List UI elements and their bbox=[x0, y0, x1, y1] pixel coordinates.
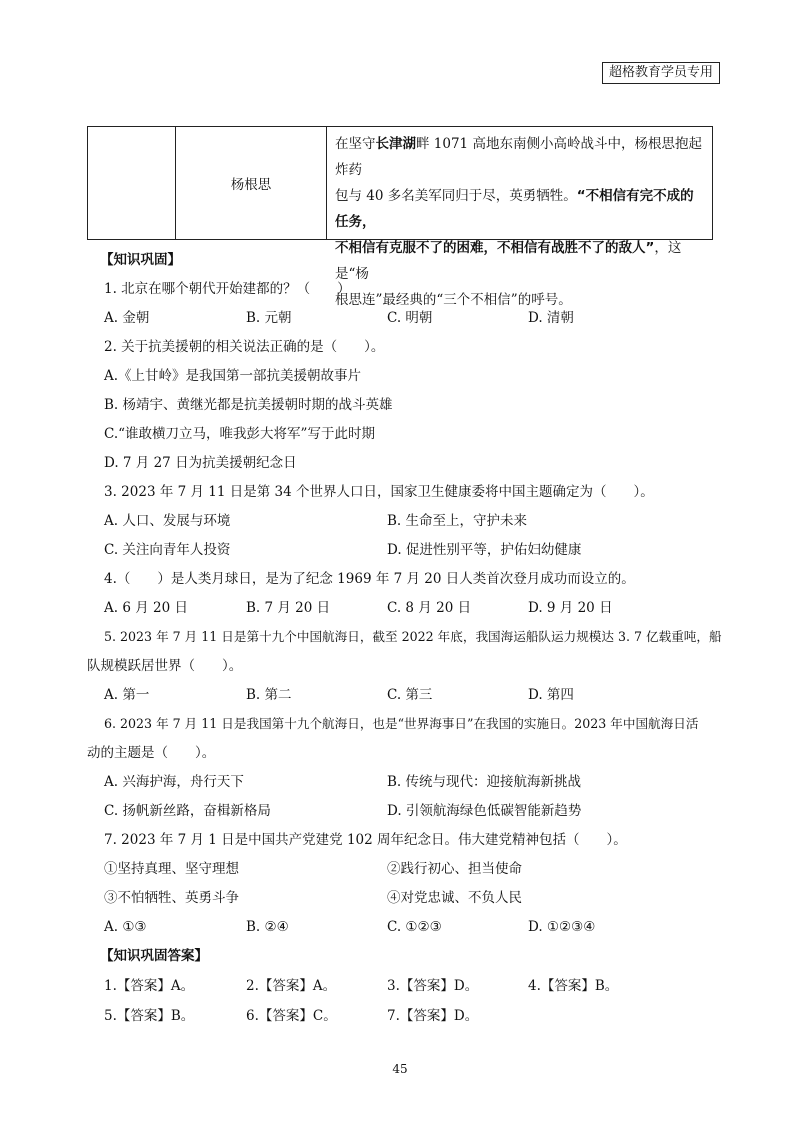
desc-part-4: ，这是“杨 bbox=[335, 240, 682, 282]
desc-bold-quote-2: 不相信有克服不了的困难，不相信有战胜不了的敌人” bbox=[335, 240, 655, 256]
q7-option-b: B. ②④ bbox=[246, 919, 289, 935]
desc-part-1: 在坚守 bbox=[335, 136, 376, 152]
table-name-cell bbox=[176, 127, 327, 239]
question-6-line-1: 6. 2023 年 7 月 11 日是我国第十九个航海日，也是“世界海事日”在我国的实施日。2023 年中国航海日活 bbox=[104, 716, 699, 731]
q6-option-a: A. 兴海护海，舟行天下 bbox=[104, 774, 244, 790]
q5-option-b: B. 第二 bbox=[246, 687, 292, 703]
q3-option-a: A. 人口、发展与环境 bbox=[104, 513, 231, 529]
q3-option-d: D. 促进性别平等，护佑妇幼健康 bbox=[387, 542, 582, 558]
hero-name: 杨根思 bbox=[230, 177, 272, 193]
q7-option-c: C. ①②③ bbox=[387, 919, 442, 935]
q4-option-d: D. 9 月 20 日 bbox=[528, 600, 613, 616]
question-5-line-1: 5. 2023 年 7 月 11 日是第十九个中国航海日，截至 2022 年底，我国海运船队运力规模达 3. 7 亿载重吨，船 bbox=[104, 629, 722, 644]
q2-option-c: C.“谁敢横刀立马，唯我彭大将军”写于此时期 bbox=[104, 426, 375, 442]
question-6-line-2: 动的主题是（ ）。 bbox=[87, 745, 216, 761]
q4-option-b: B. 7 月 20 日 bbox=[246, 600, 331, 616]
question-3: 3. 2023 年 7 月 11 日是第 34 个世界人口日，国家卫生健康委将中国主题确定为（ ）。 bbox=[104, 484, 654, 500]
desc-bold-place: 长津湖 bbox=[375, 136, 416, 152]
question-4: 4.（ ）是人类月球日，是为了纪念 1969 年 7 月 20 日人类首次登月成功而设立的。 bbox=[104, 571, 635, 587]
question-1: 1. 北京在哪个朝代开始建都的？（ ） bbox=[104, 281, 351, 297]
q7-statement-4: ④对党忠诚、不负人民 bbox=[387, 890, 522, 906]
page-number: 45 bbox=[392, 1062, 408, 1076]
q2-option-b: B. 杨靖宇、黄继光都是抗美援朝时期的战斗英雄 bbox=[104, 397, 393, 413]
q6-option-c: C. 扬帆新丝路，奋楫新格局 bbox=[104, 803, 271, 819]
desc-part-5: 根思连”最经典的“三个不相信”的呼号。 bbox=[335, 292, 572, 308]
desc-part-2: 畔 1071 高地东南侧小高岭战斗中，杨根思抱起炸药 bbox=[335, 136, 702, 178]
q6-option-d: D. 引领航海绿色低碳智能新趋势 bbox=[387, 803, 582, 819]
q7-statement-3: ③不怕牺牲、英勇斗争 bbox=[104, 890, 239, 906]
question-7: 7. 2023 年 7 月 1 日是中国共产党建党 102 周年纪念日。伟大建党精神包括（ ）。 bbox=[104, 832, 627, 848]
q1-option-a: A. 金朝 bbox=[104, 310, 150, 326]
answers-title: 【知识巩固答案】 bbox=[100, 948, 208, 964]
answer-3: 3.【答案】D。 bbox=[387, 978, 479, 994]
q6-option-b: B. 传统与现代：迎接航海新挑战 bbox=[387, 774, 582, 790]
desc-part-3: 包与 40 多名美军同归于尽，英勇牺牲。 bbox=[335, 188, 577, 204]
question-2: 2. 关于抗美援朝的相关说法正确的是（ ）。 bbox=[104, 339, 385, 355]
q3-option-b: B. 生命至上，守护未来 bbox=[387, 513, 528, 529]
answer-5: 5.【答案】B。 bbox=[104, 1008, 195, 1024]
q7-statement-1: ①坚持真理、坚守理想 bbox=[104, 861, 239, 877]
answer-1: 1.【答案】A。 bbox=[104, 978, 195, 994]
q3-option-c: C. 关注向青年人投资 bbox=[104, 542, 231, 558]
q5-option-d: D. 第四 bbox=[528, 687, 574, 703]
q1-option-b: B. 元朝 bbox=[246, 310, 292, 326]
q5-option-c: C. 第三 bbox=[387, 687, 433, 703]
q7-option-a: A. ①③ bbox=[104, 919, 147, 935]
usage-stamp: 超格教育学员专用 bbox=[602, 62, 720, 84]
q1-option-c: C. 明朝 bbox=[387, 310, 433, 326]
q1-option-d: D. 清朝 bbox=[528, 310, 574, 326]
q4-option-c: C. 8 月 20 日 bbox=[387, 600, 472, 616]
answer-2: 2.【答案】A。 bbox=[246, 978, 337, 994]
table-empty-cell bbox=[88, 127, 176, 239]
question-5-line-2: 队规模跃居世界（ ）。 bbox=[87, 658, 243, 674]
section-title: 【知识巩固】 bbox=[100, 252, 181, 268]
answer-4: 4.【答案】B。 bbox=[528, 978, 619, 994]
q5-option-a: A. 第一 bbox=[104, 687, 150, 703]
answer-7: 7.【答案】D。 bbox=[387, 1008, 479, 1024]
answer-6: 6.【答案】C。 bbox=[246, 1008, 337, 1024]
q7-statement-2: ②践行初心、担当使命 bbox=[387, 861, 522, 877]
q2-option-a: A.《上甘岭》是我国第一部抗美援朝故事片 bbox=[104, 368, 362, 384]
desc-bold-quote-1: “不相信有完不成的任务， bbox=[335, 188, 694, 230]
q2-option-d: D. 7 月 27 日为抗美援朝纪念日 bbox=[104, 455, 297, 471]
table-description-cell bbox=[327, 127, 712, 308]
q4-option-a: A. 6 月 20 日 bbox=[104, 600, 188, 616]
q7-option-d: D. ①②③④ bbox=[528, 919, 596, 935]
